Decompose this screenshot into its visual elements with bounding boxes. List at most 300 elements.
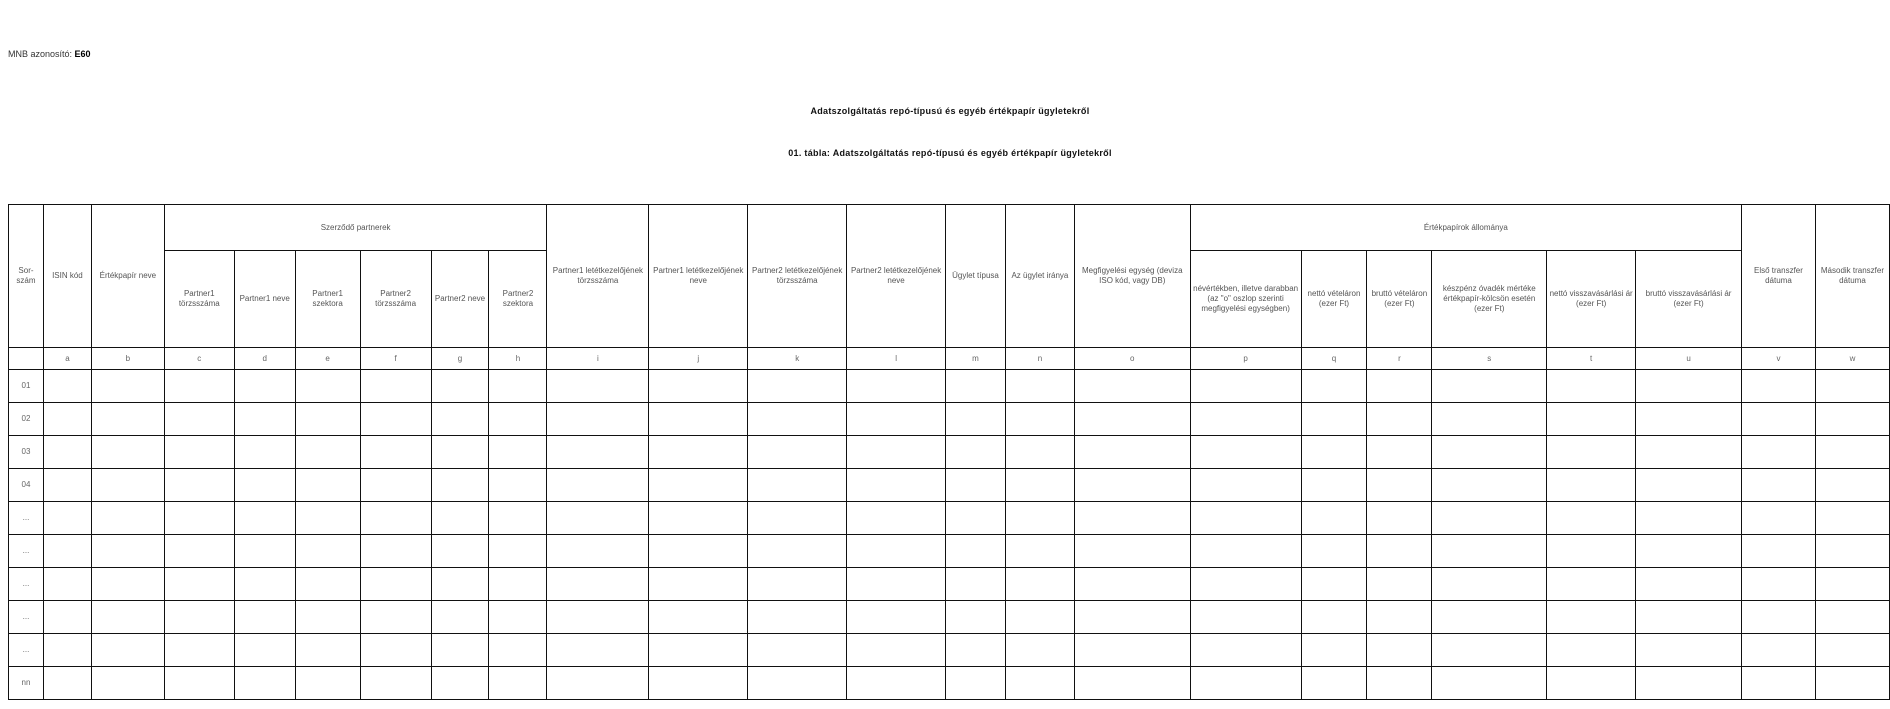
data-cell[interactable]	[1074, 535, 1190, 568]
data-cell[interactable]	[1367, 601, 1432, 634]
data-cell[interactable]	[1301, 469, 1367, 502]
data-cell[interactable]	[489, 568, 547, 601]
data-cell[interactable]	[748, 502, 847, 535]
data-cell[interactable]	[946, 403, 1006, 436]
data-cell[interactable]	[1547, 535, 1636, 568]
data-cell[interactable]	[1190, 502, 1301, 535]
data-cell[interactable]	[547, 535, 649, 568]
data-cell[interactable]	[164, 403, 234, 436]
data-cell[interactable]	[360, 601, 431, 634]
data-cell[interactable]	[91, 568, 164, 601]
data-cell[interactable]	[1074, 634, 1190, 667]
data-cell[interactable]	[43, 436, 91, 469]
letter-cell: m	[946, 348, 1006, 370]
group-ertekpapirok-allomanya: Értékpapírok állománya	[1190, 205, 1741, 251]
table-row	[9, 370, 1890, 403]
data-cell[interactable]	[1815, 370, 1889, 403]
letter-cell: r	[1367, 348, 1432, 370]
data-cell[interactable]	[489, 634, 547, 667]
letter-cell: k	[748, 348, 847, 370]
data-cell[interactable]	[649, 568, 748, 601]
group-szerzodo-partnerek: Szerződő partnerek	[164, 205, 547, 251]
data-cell[interactable]	[1190, 535, 1301, 568]
data-cell[interactable]	[1190, 370, 1301, 403]
data-cell[interactable]	[1815, 403, 1889, 436]
data-cell[interactable]	[431, 436, 489, 469]
data-cell[interactable]	[1636, 502, 1742, 535]
data-cell[interactable]	[1547, 403, 1636, 436]
row-number: ...	[9, 634, 44, 667]
data-cell[interactable]	[946, 502, 1006, 535]
letter-cell: n	[1005, 348, 1074, 370]
data-cell[interactable]	[547, 502, 649, 535]
data-cell[interactable]	[1190, 634, 1301, 667]
data-cell[interactable]	[1074, 403, 1190, 436]
col-ugylet-iranya: Az ügylet iránya	[1005, 205, 1074, 348]
data-cell[interactable]	[360, 403, 431, 436]
letter-cell: s	[1432, 348, 1547, 370]
data-cell[interactable]	[1742, 403, 1816, 436]
data-cell[interactable]	[1301, 403, 1367, 436]
data-cell[interactable]	[431, 502, 489, 535]
data-cell[interactable]	[748, 436, 847, 469]
data-cell[interactable]	[946, 370, 1006, 403]
data-cell[interactable]	[1742, 370, 1816, 403]
data-cell[interactable]	[547, 634, 649, 667]
data-cell[interactable]	[1636, 403, 1742, 436]
data-cell[interactable]	[1190, 568, 1301, 601]
data-cell[interactable]	[1432, 634, 1547, 667]
data-cell[interactable]	[649, 634, 748, 667]
data-cell[interactable]	[295, 667, 360, 700]
data-cell[interactable]	[43, 502, 91, 535]
data-cell[interactable]	[547, 469, 649, 502]
col-partner2-neve: Partner2 neve	[431, 251, 489, 348]
data-cell[interactable]	[1301, 667, 1367, 700]
data-cell[interactable]	[295, 469, 360, 502]
data-cell[interactable]	[1815, 469, 1889, 502]
row-number: nn	[9, 667, 44, 700]
data-cell[interactable]	[1432, 568, 1547, 601]
data-cell[interactable]	[649, 535, 748, 568]
data-cell[interactable]	[1074, 469, 1190, 502]
data-cell[interactable]	[360, 436, 431, 469]
data-cell[interactable]	[234, 370, 295, 403]
data-cell[interactable]	[847, 469, 946, 502]
data-cell[interactable]	[295, 403, 360, 436]
data-cell[interactable]	[164, 568, 234, 601]
data-cell[interactable]	[748, 601, 847, 634]
data-cell[interactable]	[1742, 568, 1816, 601]
letter-cell: u	[1636, 348, 1742, 370]
data-cell[interactable]	[1547, 502, 1636, 535]
letter-cell: f	[360, 348, 431, 370]
data-cell[interactable]	[1742, 502, 1816, 535]
letter-cell: q	[1301, 348, 1367, 370]
data-cell[interactable]	[1301, 634, 1367, 667]
col-isin: ISIN kód	[43, 205, 91, 348]
letter-cell: l	[847, 348, 946, 370]
data-cell[interactable]	[43, 469, 91, 502]
data-cell[interactable]	[1301, 502, 1367, 535]
data-cell[interactable]	[1547, 634, 1636, 667]
data-cell[interactable]	[489, 502, 547, 535]
data-cell[interactable]	[748, 568, 847, 601]
data-cell[interactable]	[946, 436, 1006, 469]
data-cell[interactable]	[1367, 535, 1432, 568]
data-cell[interactable]	[946, 667, 1006, 700]
data-cell[interactable]	[1815, 535, 1889, 568]
data-cell[interactable]	[164, 436, 234, 469]
data-cell[interactable]	[649, 469, 748, 502]
data-cell[interactable]	[295, 601, 360, 634]
data-cell[interactable]	[431, 568, 489, 601]
data-cell[interactable]	[91, 535, 164, 568]
data-cell[interactable]	[847, 535, 946, 568]
letter-cell: v	[1742, 348, 1816, 370]
data-cell[interactable]	[43, 370, 91, 403]
row-number: 02	[9, 403, 44, 436]
data-cell[interactable]	[164, 502, 234, 535]
data-cell[interactable]	[431, 370, 489, 403]
letter-cell: i	[547, 348, 649, 370]
data-cell[interactable]	[847, 370, 946, 403]
data-cell[interactable]	[91, 502, 164, 535]
data-cell[interactable]	[43, 535, 91, 568]
data-cell[interactable]	[946, 469, 1006, 502]
col-keszpenz-ovadek: készpénz óvadék mértéke értékpapír-kölcsön esetén (ezer Ft)	[1432, 251, 1547, 348]
data-cell[interactable]	[1742, 436, 1816, 469]
data-cell[interactable]	[1432, 601, 1547, 634]
data-cell[interactable]	[1367, 436, 1432, 469]
data-cell[interactable]	[91, 403, 164, 436]
table-row	[9, 403, 1890, 436]
letter-cell: e	[295, 348, 360, 370]
data-cell[interactable]	[431, 535, 489, 568]
col-partner1-neve: Partner1 neve	[234, 251, 295, 348]
data-cell[interactable]	[1636, 601, 1742, 634]
col-brutto-visszavasarlasi: bruttó visszavásárlási ár (ezer Ft)	[1636, 251, 1742, 348]
letter-cell: j	[649, 348, 748, 370]
data-cell[interactable]	[1815, 436, 1889, 469]
data-cell[interactable]	[1367, 403, 1432, 436]
data-cell[interactable]	[1432, 436, 1547, 469]
data-cell[interactable]	[1547, 568, 1636, 601]
data-cell[interactable]	[1074, 601, 1190, 634]
col-ertekpapir-neve: Értékpapír neve	[91, 205, 164, 348]
letter-cell: c	[164, 348, 234, 370]
data-cell[interactable]	[1190, 469, 1301, 502]
data-cell[interactable]	[360, 469, 431, 502]
data-cell[interactable]	[1190, 403, 1301, 436]
data-cell[interactable]	[295, 502, 360, 535]
data-cell[interactable]	[1367, 370, 1432, 403]
data-cell[interactable]	[234, 403, 295, 436]
data-cell[interactable]	[91, 436, 164, 469]
letter-cell: w	[1815, 348, 1889, 370]
mnb-identifier	[8, 49, 91, 59]
data-cell[interactable]	[1432, 403, 1547, 436]
data-cell[interactable]	[547, 568, 649, 601]
data-cell[interactable]	[234, 535, 295, 568]
data-cell[interactable]	[91, 667, 164, 700]
data-cell[interactable]	[1301, 535, 1367, 568]
data-cell[interactable]	[1742, 535, 1816, 568]
data-cell[interactable]	[164, 634, 234, 667]
data-cell[interactable]	[489, 601, 547, 634]
data-cell[interactable]	[234, 667, 295, 700]
data-cell[interactable]	[360, 667, 431, 700]
data-cell[interactable]	[1005, 535, 1074, 568]
data-cell[interactable]	[1636, 436, 1742, 469]
data-cell[interactable]	[1005, 667, 1074, 700]
data-cell[interactable]	[1367, 502, 1432, 535]
data-cell[interactable]	[1636, 370, 1742, 403]
data-cell[interactable]	[847, 601, 946, 634]
col-sor-szam: Sor-szám	[9, 205, 44, 348]
letter-cell-blank	[9, 348, 44, 370]
data-cell[interactable]	[649, 502, 748, 535]
data-cell[interactable]	[1815, 502, 1889, 535]
table-row	[9, 469, 1890, 502]
data-cell[interactable]	[43, 667, 91, 700]
row-number: 04	[9, 469, 44, 502]
data-cell[interactable]	[946, 601, 1006, 634]
letter-cell: a	[43, 348, 91, 370]
data-cell[interactable]	[295, 634, 360, 667]
data-cell[interactable]	[1547, 370, 1636, 403]
col-partner2-szektora: Partner2 szektora	[489, 251, 547, 348]
data-cell[interactable]	[360, 502, 431, 535]
data-cell[interactable]	[295, 436, 360, 469]
col-partner1-szektora: Partner1 szektora	[295, 251, 360, 348]
data-cell[interactable]	[1742, 469, 1816, 502]
data-cell[interactable]	[547, 436, 649, 469]
letter-cell: t	[1547, 348, 1636, 370]
table-title: 01. tábla: Adatszolgáltatás repó-típusú és egyéb értékpapír ügyletekről	[788, 148, 1112, 158]
data-cell[interactable]	[1005, 568, 1074, 601]
data-cell[interactable]	[431, 634, 489, 667]
data-cell[interactable]	[489, 403, 547, 436]
data-cell[interactable]	[1432, 535, 1547, 568]
data-cell[interactable]	[91, 634, 164, 667]
data-cell[interactable]	[234, 436, 295, 469]
letter-cell: o	[1074, 348, 1190, 370]
data-cell[interactable]	[1815, 601, 1889, 634]
table-row	[9, 634, 1890, 667]
letter-cell: p	[1190, 348, 1301, 370]
data-cell[interactable]	[1636, 469, 1742, 502]
data-cell[interactable]	[360, 634, 431, 667]
data-cell[interactable]	[295, 568, 360, 601]
data-cell[interactable]	[1005, 634, 1074, 667]
col-partner2-torzs: Partner2 törzsszáma	[360, 251, 431, 348]
data-cell[interactable]	[295, 370, 360, 403]
mnb-code: E60	[74, 49, 91, 59]
data-cell[interactable]	[1301, 370, 1367, 403]
data-cell[interactable]	[1367, 634, 1432, 667]
data-cell[interactable]	[1367, 469, 1432, 502]
data-cell[interactable]	[489, 436, 547, 469]
data-cell[interactable]	[748, 634, 847, 667]
data-cell[interactable]	[234, 469, 295, 502]
col-p2-letet-neve: Partner2 letétkezelőjének neve	[847, 205, 946, 348]
report-table	[8, 204, 1890, 700]
data-cell[interactable]	[489, 667, 547, 700]
data-cell[interactable]	[847, 436, 946, 469]
data-cell[interactable]	[847, 502, 946, 535]
data-cell[interactable]	[649, 601, 748, 634]
data-cell[interactable]	[43, 568, 91, 601]
data-cell[interactable]	[1301, 568, 1367, 601]
letter-cell: d	[234, 348, 295, 370]
data-cell[interactable]	[748, 667, 847, 700]
row-number: 01	[9, 370, 44, 403]
data-cell[interactable]	[1190, 667, 1301, 700]
row-number: ...	[9, 535, 44, 568]
mnb-label: MNB azonosító:	[8, 49, 73, 59]
data-cell[interactable]	[1547, 667, 1636, 700]
data-cell[interactable]	[1301, 436, 1367, 469]
data-cell[interactable]	[649, 370, 748, 403]
data-cell[interactable]	[547, 403, 649, 436]
data-cell[interactable]	[489, 469, 547, 502]
data-cell[interactable]	[1074, 370, 1190, 403]
data-cell[interactable]	[1636, 535, 1742, 568]
data-cell[interactable]	[91, 601, 164, 634]
data-cell[interactable]	[431, 469, 489, 502]
letter-cell: h	[489, 348, 547, 370]
data-cell[interactable]	[234, 634, 295, 667]
data-cell[interactable]	[847, 667, 946, 700]
data-cell[interactable]	[847, 568, 946, 601]
data-cell[interactable]	[295, 535, 360, 568]
data-cell[interactable]	[847, 634, 946, 667]
data-cell[interactable]	[1005, 370, 1074, 403]
data-cell[interactable]	[1367, 667, 1432, 700]
row-number: 03	[9, 436, 44, 469]
data-cell[interactable]	[431, 667, 489, 700]
data-cell[interactable]	[43, 601, 91, 634]
data-cell[interactable]	[1074, 436, 1190, 469]
data-cell[interactable]	[43, 634, 91, 667]
data-cell[interactable]	[1005, 403, 1074, 436]
data-cell[interactable]	[1005, 469, 1074, 502]
data-cell[interactable]	[847, 403, 946, 436]
data-cell[interactable]	[1074, 667, 1190, 700]
col-ugylet-tipusa: Ügylet típusa	[946, 205, 1006, 348]
data-cell[interactable]	[1432, 667, 1547, 700]
data-cell[interactable]	[164, 667, 234, 700]
data-cell[interactable]	[360, 568, 431, 601]
letter-cell: b	[91, 348, 164, 370]
data-cell[interactable]	[1636, 634, 1742, 667]
document-title: Adatszolgáltatás repó-típusú és egyéb értékpapír ügyletekről	[810, 106, 1090, 116]
data-cell[interactable]	[649, 436, 748, 469]
data-cell[interactable]	[547, 667, 649, 700]
header-row-1	[9, 205, 1890, 251]
data-cell[interactable]	[1190, 436, 1301, 469]
data-cell[interactable]	[360, 370, 431, 403]
data-cell[interactable]	[547, 601, 649, 634]
data-cell[interactable]	[1074, 502, 1190, 535]
col-masodik-transzfer: Második transzfer dátuma	[1815, 205, 1889, 348]
data-cell[interactable]	[748, 370, 847, 403]
col-p2-letet-torzs: Partner2 letétkezelőjének törzsszáma	[748, 205, 847, 348]
data-cell[interactable]	[946, 535, 1006, 568]
data-cell[interactable]	[164, 370, 234, 403]
letter-cell: g	[431, 348, 489, 370]
data-cell[interactable]	[1432, 502, 1547, 535]
table-row	[9, 568, 1890, 601]
data-cell[interactable]	[234, 568, 295, 601]
letter-row	[9, 348, 1890, 370]
data-cell[interactable]	[1742, 601, 1816, 634]
col-brutto-vetelaron: bruttó vételáron (ezer Ft)	[1367, 251, 1432, 348]
data-cell[interactable]	[431, 601, 489, 634]
data-cell[interactable]	[1547, 436, 1636, 469]
data-cell[interactable]	[649, 403, 748, 436]
col-elso-transzfer: Első transzfer dátuma	[1742, 205, 1816, 348]
data-cell[interactable]	[1301, 601, 1367, 634]
data-cell[interactable]	[1005, 502, 1074, 535]
table-row	[9, 667, 1890, 700]
data-cell[interactable]	[43, 403, 91, 436]
data-cell[interactable]	[1636, 568, 1742, 601]
data-cell[interactable]	[234, 601, 295, 634]
data-cell[interactable]	[91, 370, 164, 403]
data-cell[interactable]	[234, 502, 295, 535]
data-cell[interactable]	[649, 667, 748, 700]
col-p1-letet-torzs: Partner1 letétkezelőjének törzsszáma	[547, 205, 649, 348]
data-cell[interactable]	[1742, 634, 1816, 667]
data-cell[interactable]	[1636, 667, 1742, 700]
data-cell[interactable]	[1547, 601, 1636, 634]
data-cell[interactable]	[1367, 568, 1432, 601]
data-cell[interactable]	[164, 601, 234, 634]
data-cell[interactable]	[748, 535, 847, 568]
data-cell[interactable]	[1815, 568, 1889, 601]
data-cell[interactable]	[164, 469, 234, 502]
data-cell[interactable]	[748, 469, 847, 502]
data-cell[interactable]	[1742, 667, 1816, 700]
data-cell[interactable]	[431, 403, 489, 436]
data-cell[interactable]	[1190, 601, 1301, 634]
col-nevertekben: névértékben, illetve darabban (az "o" oszlop szerinti megfigyelési egységben)	[1190, 251, 1301, 348]
data-cell[interactable]	[547, 370, 649, 403]
data-cell[interactable]	[1547, 469, 1636, 502]
data-cell[interactable]	[164, 535, 234, 568]
data-cell[interactable]	[946, 568, 1006, 601]
data-cell[interactable]	[1815, 667, 1889, 700]
col-megfigyelesi-egyseg: Megfigyelési egység (deviza ISO kód, vagy DB)	[1074, 205, 1190, 348]
data-cell[interactable]	[1432, 370, 1547, 403]
data-cell[interactable]	[1005, 601, 1074, 634]
data-cell[interactable]	[1005, 436, 1074, 469]
data-cell[interactable]	[1432, 469, 1547, 502]
data-cell[interactable]	[1815, 634, 1889, 667]
data-cell[interactable]	[360, 535, 431, 568]
data-cell[interactable]	[946, 634, 1006, 667]
data-cell[interactable]	[91, 469, 164, 502]
row-number: ...	[9, 568, 44, 601]
data-cell[interactable]	[489, 370, 547, 403]
data-cell[interactable]	[489, 535, 547, 568]
row-number: ...	[9, 502, 44, 535]
data-cell[interactable]	[748, 403, 847, 436]
col-netto-visszavasarlasi: nettó visszavásárlási ár (ezer Ft)	[1547, 251, 1636, 348]
data-cell[interactable]	[1074, 568, 1190, 601]
